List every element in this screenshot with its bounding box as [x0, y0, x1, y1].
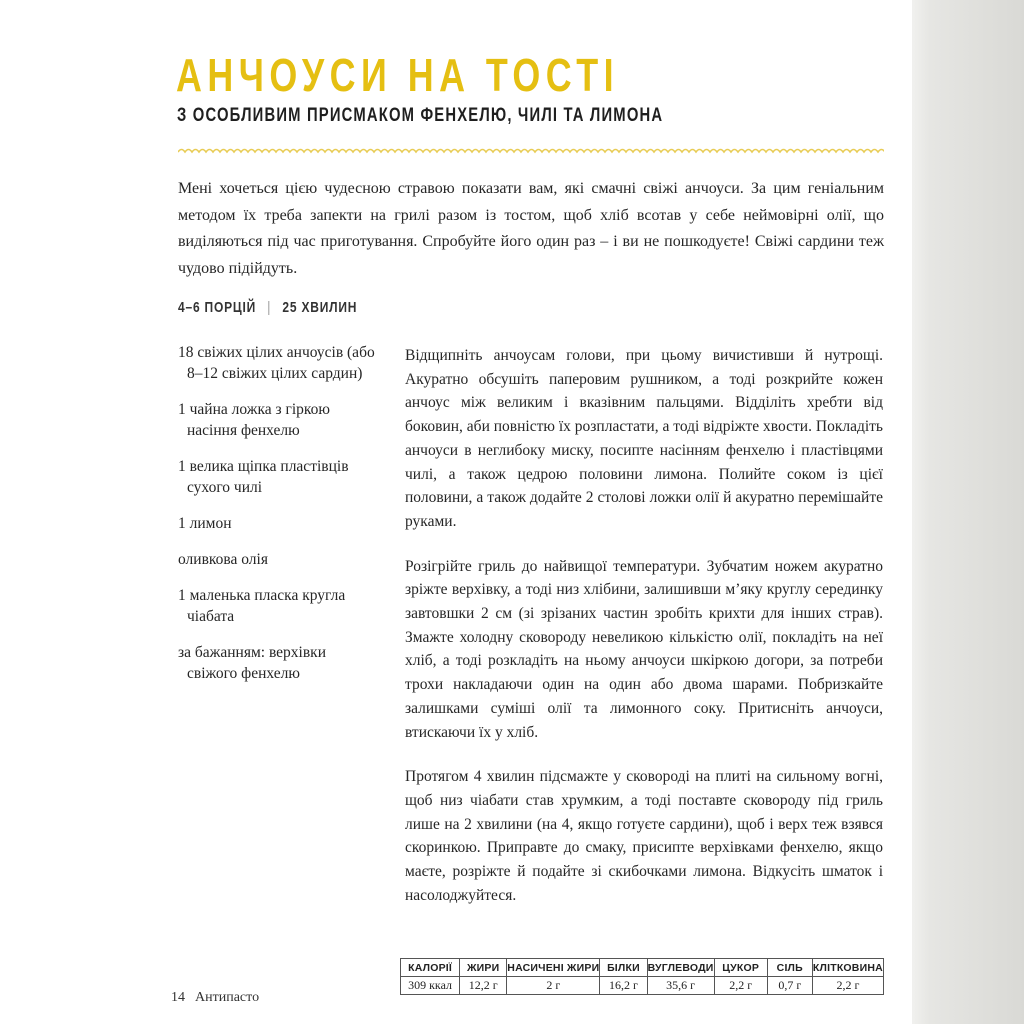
nutrition-value: 0,7 г [767, 977, 812, 995]
nutrition-value: 2 г [507, 977, 600, 995]
ingredient-item: 1 чайна ложка з гіркою насіння фенхелю [178, 401, 330, 439]
recipe-intro: Мені хочеться цією чудесною стравою показати вам, які смачні свіжі анчоуси. За цим геніальним методом їх треба запекти на грилі разом із тостом, щоб хліб всотав у себе неймовірні олії, що виділяються під час приготування. Спробуйте його один раз – і ви не пошкодуєте! Свіжі сардини теж чудово підійдуть. [178, 180, 884, 277]
servings: 4–6 ПОРЦІЙ [178, 299, 257, 316]
nutrition-header: КАЛОРІЇ [401, 959, 460, 977]
ingredient-item: 1 велика щіпка пластівців сухого чилі [178, 458, 349, 496]
ingredient-item: 1 маленька пласка кругла чіабата [178, 587, 346, 625]
nutrition-header: ЖИРИ [460, 959, 507, 977]
nutrition-header: КЛІТКОВИНА [812, 959, 883, 977]
nutrition-values-row [401, 977, 884, 995]
nutrition-value: 35,6 г [647, 977, 714, 995]
ingredients-list [178, 342, 378, 699]
recipe-meta [178, 299, 357, 316]
decorative-wave-divider [178, 146, 884, 158]
nutrition-value: 309 ккал [401, 977, 460, 995]
nutrition-value: 2,2 г [812, 977, 883, 995]
nutrition-value: 16,2 г [600, 977, 647, 995]
ingredient-item: за бажанням: верхівки свіжого фенхелю [178, 644, 326, 682]
cook-time: 25 ХВИЛИН [282, 299, 358, 316]
recipe-title: АНЧОУСИ НА ТОСТІ [176, 49, 620, 101]
method-steps [405, 344, 883, 928]
book-spine-shadow [910, 0, 1024, 1024]
section-name: Антипасто [195, 990, 260, 1005]
nutrition-header: ЦУКОР [714, 959, 767, 977]
nutrition-table [400, 958, 884, 995]
nutrition-header: БІЛКИ [600, 959, 647, 977]
ingredient-item: 18 свіжих цілих анчоусів (або 8–12 свіжих цілих сардин) [178, 344, 375, 382]
page-footer [171, 990, 259, 1006]
method-paragraph: Протягом 4 хвилин підсмажте у сковороді на плиті на сильному вогні, щоб низ чіабати став хрумким, а тоді поставте сковороду під гриль лише на 2 хвилини (на 4, якщо готуєте сардини), щоб і верх теж взявся скоринкою. Приправте до смаку, присипте верхівками фенхелю, якщо маєте, розріжте й подайте зі скибочками лимона. Відкусіть шматок і насолоджуйтеся. [405, 768, 883, 904]
nutrition-value: 2,2 г [714, 977, 767, 995]
ingredient-item: оливкова олія [178, 551, 268, 568]
nutrition-value: 12,2 г [460, 977, 507, 995]
nutrition-header-row [401, 959, 884, 977]
method-paragraph: Розігрійте гриль до найвищої температури. Зубчатим ножем акуратно зріжте верхівку, а тоді низ хлібини, залишивши м’яку круглу серединку завтовшки 2 см (зі зрізаних частин зробіть крихти для інших страв). Змажте холодну сковороду невеликою кількістю олії, покладіть на неї хліб, а тоді розкладіть на ньому анчоуси шкіркою догори, за потреби трохи накладаючи один на один або двома шарами. Побризкайте залишками суміші олії та лимонного соку. Притисніть анчоуси, втискаючи їх у хліб. [405, 557, 883, 741]
ingredient-item: 1 лимон [178, 515, 232, 532]
page-number: 14 [171, 990, 185, 1005]
recipe-subtitle: З ОСОБЛИВИМ ПРИСМАКОМ ФЕНХЕЛЮ, ЧИЛІ ТА ЛИМОНА [177, 105, 664, 126]
method-paragraph: Відщипніть анчоусам голови, при цьому вичистивши й нутрощі. Акуратно обсушіть паперовим рушником, а тоді розкрийте кожен анчоус між великим і вказівним пальцями. Відділіть хребти від боковин, аби повністю їх розпластати, а тоді відріжте хвости. Покладіть анчоуси в неглибоку миску, посипте насінням фенхелю і пластівцями чилі, а також цедрою половини лимона. Полийте соком із цієї половини, а також додайте 2 столові ложки олії й акуратно перемішайте руками. [405, 347, 883, 530]
nutrition-header: НАСИЧЕНІ ЖИРИ [507, 959, 600, 977]
meta-separator: | [267, 299, 272, 316]
nutrition-header: СІЛЬ [767, 959, 812, 977]
nutrition-header: ВУГЛЕВОДИ [647, 959, 714, 977]
